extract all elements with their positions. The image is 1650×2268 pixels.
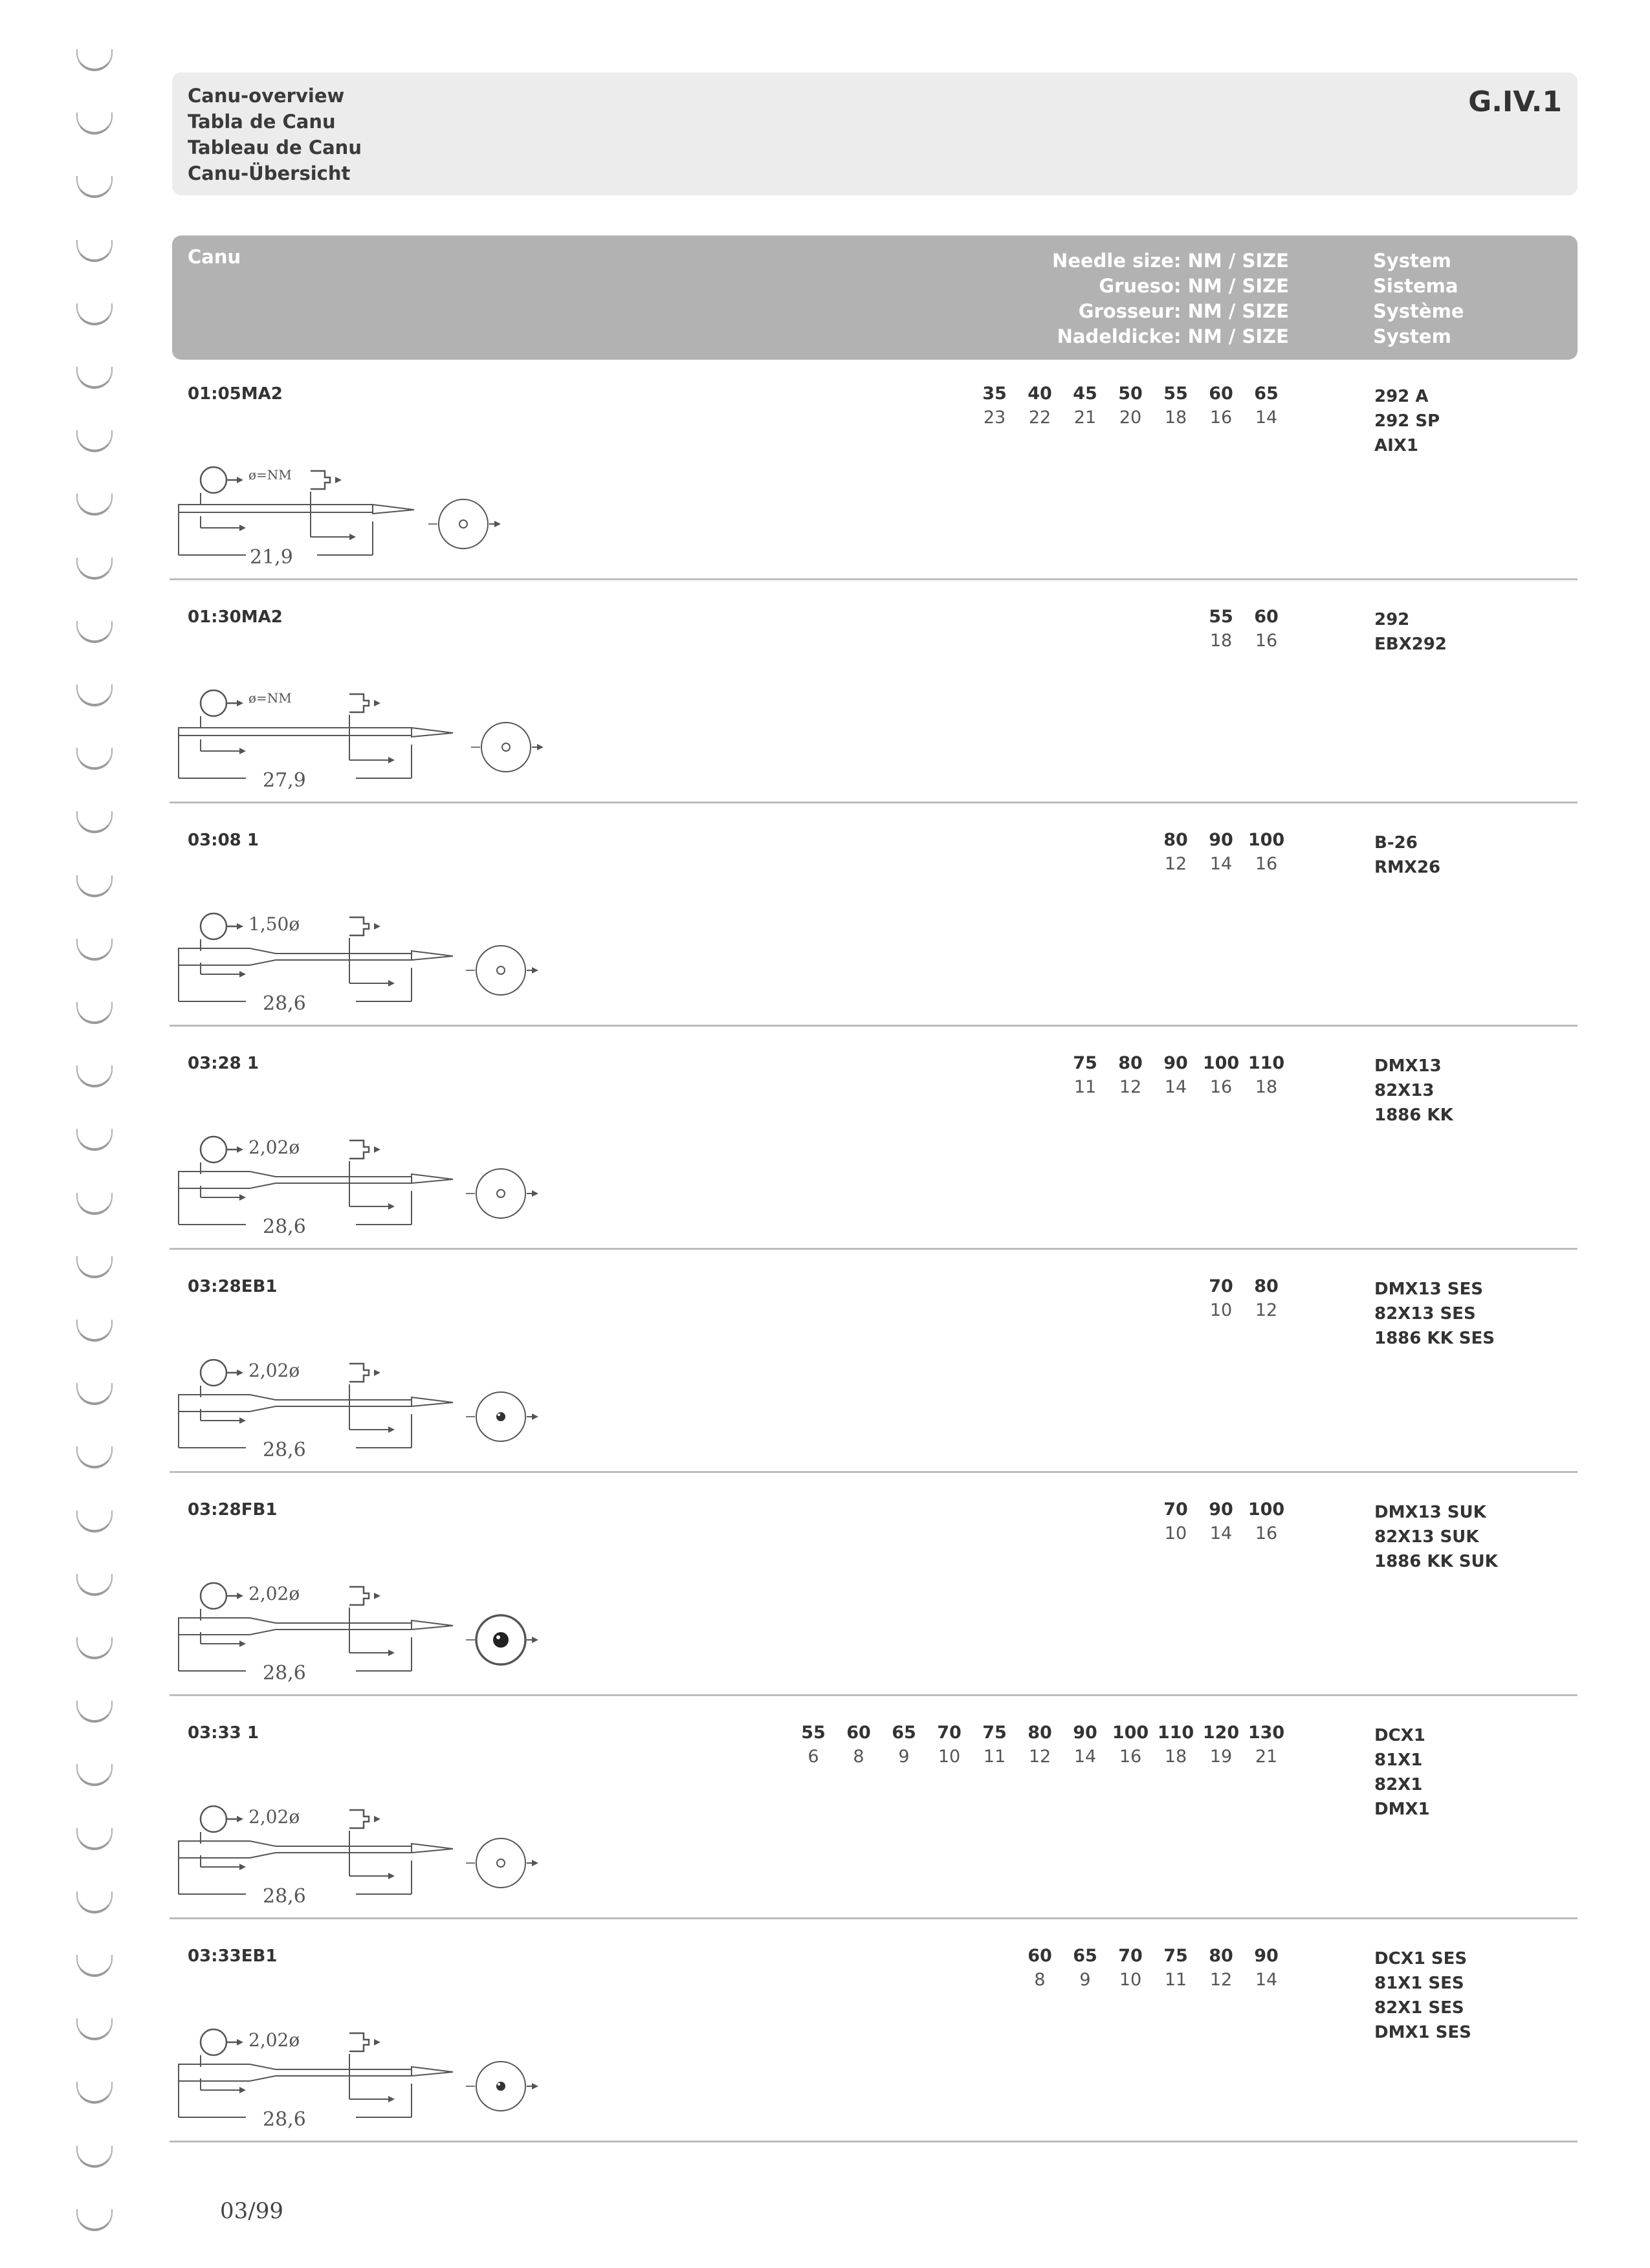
- system-name: B-26: [1374, 833, 1418, 853]
- nm-value: 55: [1163, 384, 1188, 404]
- size-value: 23: [983, 408, 1006, 428]
- nm-value: 65: [1073, 1946, 1097, 1966]
- column-system: [1373, 248, 1464, 349]
- needle-point: [427, 495, 505, 556]
- diameter-label: ø=NM: [248, 467, 292, 483]
- nm-value: 100: [1202, 1053, 1240, 1073]
- row-divider: [170, 1917, 1578, 1919]
- nm-value: 70: [1209, 1276, 1233, 1296]
- size-column: [836, 1721, 881, 1769]
- system-name: 81X1: [1374, 1750, 1423, 1770]
- system-list: [1374, 607, 1447, 657]
- size-value: 14: [1073, 1747, 1097, 1767]
- diameter-label: 2,02ø: [248, 1583, 300, 1604]
- size-value: 6: [808, 1747, 819, 1767]
- system-name: 82X13 SES: [1374, 1304, 1476, 1324]
- canu-entry: [172, 585, 1578, 808]
- binder-ring: [76, 1764, 113, 1786]
- system-name: RMX26: [1374, 858, 1441, 877]
- nm-value: 60: [1254, 607, 1279, 627]
- binder-ring: [76, 240, 113, 262]
- needle-sizes: [1017, 1944, 1289, 1992]
- binder-ring: [76, 1637, 113, 1659]
- size-column: [972, 1721, 1017, 1769]
- size-value: 16: [1255, 854, 1278, 874]
- diameter-label: 2,02ø: [248, 1806, 300, 1827]
- needle-point: [465, 941, 542, 1002]
- size-column: [1244, 1721, 1289, 1769]
- size-value: 10: [938, 1747, 961, 1767]
- size-value: 18: [1209, 631, 1233, 651]
- binder-ring: [76, 430, 113, 452]
- needle-point: [465, 1834, 542, 1895]
- nm-value: 80: [1163, 830, 1188, 850]
- system-name: DCX1 SES: [1374, 1949, 1468, 1968]
- nm-value: 110: [1248, 1053, 1285, 1073]
- needle-sizes: [791, 1721, 1289, 1769]
- nm-value: 100: [1112, 1723, 1149, 1743]
- binder-ring: [76, 1320, 113, 1342]
- system-list: [1374, 831, 1440, 880]
- nm-value: 80: [1254, 1276, 1279, 1296]
- system-name: EBX292: [1374, 635, 1447, 654]
- size-column: [927, 1721, 972, 1769]
- canu-entry: [172, 1255, 1578, 1477]
- system-name: 1886 KK: [1374, 1106, 1453, 1125]
- diameter-label: ø=NM: [248, 690, 292, 706]
- size-column: [1244, 828, 1289, 876]
- row-divider: [170, 801, 1578, 803]
- canu-code: 03:28 1: [188, 1054, 259, 1073]
- system-name: 82X13 SUK: [1374, 1527, 1479, 1547]
- needle-sizes: [1062, 1051, 1289, 1099]
- system-name: DMX13 SUK: [1374, 1503, 1486, 1522]
- size-value: 8: [853, 1747, 864, 1767]
- size-column: [1198, 1274, 1244, 1322]
- nm-value: 90: [1073, 1723, 1097, 1743]
- nm-value: 55: [801, 1723, 826, 1743]
- canu-code: 03:08 1: [188, 831, 259, 850]
- size-value: 18: [1164, 1747, 1187, 1767]
- length-label: 28,6: [263, 1439, 306, 1461]
- nm-value: 90: [1209, 830, 1233, 850]
- system-name: 82X1 SES: [1374, 1998, 1464, 2018]
- column-needle-size: [1052, 248, 1289, 349]
- nm-value: 55: [1209, 607, 1233, 627]
- canu-code: 01:05MA2: [188, 384, 283, 404]
- canu-code: 01:30MA2: [188, 607, 283, 627]
- system-name: 81X1 SES: [1374, 1974, 1464, 1993]
- size-column: [1153, 1944, 1198, 1992]
- needle-point-icon: [470, 718, 547, 776]
- size-value: 14: [1164, 1077, 1187, 1097]
- binder-ring: [76, 1701, 113, 1723]
- size-value: 11: [983, 1747, 1006, 1767]
- size-column: [1198, 1051, 1244, 1099]
- system-name: 292 A: [1374, 387, 1429, 406]
- needle-point-icon: [465, 1164, 542, 1223]
- size-value: 9: [1079, 1970, 1091, 1990]
- canu-entry: [172, 1925, 1578, 2147]
- system-name: DMX1: [1374, 1800, 1430, 1819]
- size-value: 10: [1119, 1970, 1142, 1990]
- size-column: [1062, 1721, 1108, 1769]
- needle-size-en: Needle size: NM / SIZE: [1052, 250, 1289, 272]
- length-label: 21,9: [250, 546, 293, 569]
- binder-ring: [76, 1193, 113, 1215]
- system-list: [1374, 1723, 1430, 1822]
- title-es: Tabla de Canu: [188, 111, 336, 133]
- canu-entry: [172, 1478, 1578, 1701]
- size-value: 12: [1028, 1747, 1051, 1767]
- system-list: [1374, 1946, 1471, 2045]
- nm-value: 120: [1202, 1723, 1240, 1743]
- footer-date: 03/99: [220, 2198, 283, 2224]
- nm-value: 75: [982, 1723, 1007, 1743]
- length-label: 28,6: [263, 1662, 306, 1685]
- needle-sizes: [972, 382, 1289, 430]
- needle-point: [465, 1611, 542, 1672]
- size-column: [1017, 1944, 1062, 1992]
- size-value: 10: [1209, 1300, 1233, 1320]
- system-name: AIX1: [1374, 436, 1418, 455]
- size-column: [1198, 382, 1244, 430]
- diameter-label: 2,02ø: [248, 2029, 300, 2051]
- system-name: 1886 KK SES: [1374, 1329, 1495, 1348]
- size-column: [1108, 382, 1153, 430]
- binder-ring: [76, 113, 113, 135]
- size-value: 12: [1119, 1077, 1142, 1097]
- diameter-label: 1,50ø: [248, 913, 300, 935]
- binder-ring: [76, 1129, 113, 1151]
- length-label: 28,6: [263, 992, 306, 1015]
- nm-value: 100: [1248, 1499, 1285, 1520]
- needle-point: [470, 718, 547, 779]
- row-divider: [170, 1694, 1578, 1696]
- size-column: [1244, 1274, 1289, 1322]
- size-column: [1108, 1721, 1153, 1769]
- size-value: 16: [1209, 408, 1233, 428]
- needle-point-icon: [465, 1834, 542, 1892]
- size-column: [1198, 1721, 1244, 1769]
- binder-ring: [76, 367, 113, 389]
- nm-value: 60: [1209, 384, 1233, 404]
- nm-value: 70: [1118, 1946, 1143, 1966]
- system-name: 82X1: [1374, 1775, 1423, 1794]
- binder-ring: [76, 1574, 113, 1596]
- system-list: [1374, 1054, 1453, 1128]
- binder-ring: [76, 2146, 113, 2168]
- binder-ring: [76, 748, 113, 770]
- size-column: [1017, 1721, 1062, 1769]
- nm-value: 90: [1209, 1499, 1233, 1520]
- system-name: DMX13: [1374, 1056, 1442, 1076]
- size-value: 14: [1209, 1523, 1233, 1543]
- size-value: 14: [1209, 854, 1233, 874]
- size-value: 19: [1209, 1747, 1233, 1767]
- size-value: 16: [1255, 1523, 1278, 1543]
- size-column: [1153, 828, 1198, 876]
- system-name: DMX13 SES: [1374, 1280, 1483, 1299]
- binder-ring: [76, 1446, 113, 1468]
- canu-code: 03:28FB1: [188, 1500, 278, 1520]
- nm-value: 75: [1163, 1946, 1188, 1966]
- size-column: [1244, 605, 1289, 653]
- section-code: G.IV.1: [1468, 85, 1562, 118]
- binder-ring: [76, 1002, 113, 1024]
- needle-point-icon: [465, 1611, 542, 1669]
- system-name: 292: [1374, 610, 1410, 629]
- nm-value: 130: [1248, 1723, 1285, 1743]
- title-en: Canu-overview: [188, 85, 345, 107]
- system-name: 82X13: [1374, 1081, 1435, 1100]
- system-es: Sistema: [1373, 275, 1458, 297]
- needle-size-fr: Grosseur: NM / SIZE: [1078, 300, 1289, 322]
- canu-entry: [172, 362, 1578, 585]
- size-column: [1198, 828, 1244, 876]
- title-fr: Tableau de Canu: [188, 136, 362, 158]
- nm-value: 80: [1118, 1053, 1143, 1073]
- canu-code: 03:33 1: [188, 1723, 259, 1743]
- size-value: 16: [1255, 631, 1278, 651]
- size-value: 20: [1119, 408, 1142, 428]
- size-column: [1062, 1944, 1108, 1992]
- size-value: 12: [1164, 854, 1187, 874]
- binder-ring: [76, 1383, 113, 1405]
- size-column: [881, 1721, 927, 1769]
- nm-value: 80: [1209, 1946, 1233, 1966]
- needle-point-icon: [465, 1388, 542, 1446]
- size-value: 10: [1164, 1523, 1187, 1543]
- size-value: 14: [1255, 408, 1278, 428]
- size-column: [1198, 605, 1244, 653]
- size-value: 14: [1255, 1970, 1278, 1990]
- size-column: [1062, 1051, 1108, 1099]
- nm-value: 60: [846, 1723, 871, 1743]
- table-header: [172, 235, 1578, 360]
- needle-point: [465, 1388, 542, 1448]
- binder-ring: [76, 1892, 113, 1914]
- system-en: System: [1373, 250, 1451, 272]
- binder-ring: [76, 2018, 113, 2040]
- system-de: System: [1373, 325, 1451, 347]
- binder-ring: [76, 939, 113, 961]
- size-column: [1153, 1498, 1198, 1545]
- binder-ring: [76, 2209, 113, 2231]
- binder-ring: [76, 176, 113, 198]
- length-label: 28,6: [263, 1216, 306, 1238]
- nm-value: 90: [1254, 1946, 1279, 1966]
- needle-sizes: [1198, 605, 1289, 653]
- size-value: 16: [1119, 1747, 1142, 1767]
- system-name: DCX1: [1374, 1726, 1425, 1745]
- size-value: 8: [1034, 1970, 1046, 1990]
- binder-ring: [76, 2082, 113, 2104]
- size-column: [1017, 382, 1062, 430]
- size-value: 18: [1255, 1077, 1278, 1097]
- system-list: [1374, 1277, 1495, 1351]
- nm-value: 50: [1118, 384, 1143, 404]
- size-column: [1198, 1498, 1244, 1545]
- system-list: [1374, 384, 1440, 458]
- system-name: DMX1 SES: [1374, 2023, 1471, 2042]
- binder-ring: [76, 494, 113, 516]
- nm-value: 75: [1073, 1053, 1097, 1073]
- system-list: [1374, 1500, 1498, 1574]
- size-value: 22: [1028, 408, 1051, 428]
- page-header: [172, 72, 1578, 195]
- needle-size-es: Grueso: NM / SIZE: [1099, 275, 1289, 297]
- diameter-label: 2,02ø: [248, 1360, 300, 1381]
- size-value: 12: [1209, 1970, 1233, 1990]
- system-name: 1886 KK SUK: [1374, 1552, 1498, 1571]
- header-titles: [188, 83, 362, 186]
- length-label: 28,6: [263, 2108, 306, 2131]
- needle-size-de: Nadeldicke: NM / SIZE: [1057, 325, 1289, 347]
- size-column: [1198, 1944, 1244, 1992]
- needle-sizes: [1198, 1274, 1289, 1322]
- size-column: [791, 1721, 836, 1769]
- length-label: 28,6: [263, 1885, 306, 1908]
- system-fr: Système: [1373, 300, 1464, 322]
- needle-point: [465, 2057, 542, 2118]
- size-column: [1108, 1944, 1153, 1992]
- nm-value: 65: [1254, 384, 1279, 404]
- binder-ring: [76, 1510, 113, 1532]
- size-column: [1244, 1051, 1289, 1099]
- size-value: 16: [1209, 1077, 1233, 1097]
- length-label: 27,9: [263, 769, 306, 792]
- canu-entry: [172, 1701, 1578, 1924]
- canu-entry: [172, 1032, 1578, 1254]
- size-column: [1153, 1721, 1198, 1769]
- nm-value: 80: [1028, 1723, 1052, 1743]
- binder-ring: [76, 811, 113, 833]
- binder-ring: [76, 684, 113, 706]
- size-value: 18: [1164, 408, 1187, 428]
- size-column: [1062, 382, 1108, 430]
- nm-value: 35: [982, 384, 1007, 404]
- size-column: [1108, 1051, 1153, 1099]
- needle-point-icon: [465, 2057, 542, 2115]
- binder-ring: [76, 558, 113, 580]
- row-divider: [170, 1025, 1578, 1027]
- canu-code: 03:28EB1: [188, 1277, 278, 1296]
- row-divider: [170, 1248, 1578, 1250]
- needle-point: [465, 1164, 542, 1225]
- binder-ring: [76, 303, 113, 325]
- row-divider: [170, 578, 1578, 580]
- nm-value: 100: [1248, 830, 1285, 850]
- binder-ring: [76, 1065, 113, 1087]
- needle-sizes: [1153, 828, 1289, 876]
- system-name: 292 SP: [1374, 411, 1440, 431]
- needle-point-icon: [465, 941, 542, 999]
- size-value: 9: [898, 1747, 910, 1767]
- binder-ring: [76, 1828, 113, 1850]
- size-column: [1244, 1944, 1289, 1992]
- size-column: [1153, 382, 1198, 430]
- size-column: [1244, 1498, 1289, 1545]
- binder-ring: [76, 49, 113, 71]
- canu-entry: [172, 809, 1578, 1031]
- row-divider: [170, 2141, 1578, 2143]
- needle-sizes: [1153, 1498, 1289, 1545]
- size-value: 21: [1073, 408, 1097, 428]
- size-value: 21: [1255, 1747, 1278, 1767]
- canu-code: 03:33EB1: [188, 1946, 278, 1966]
- column-canu: Canu: [188, 246, 241, 268]
- size-value: 12: [1255, 1300, 1278, 1320]
- size-column: [1153, 1051, 1198, 1099]
- nm-value: 110: [1157, 1723, 1194, 1743]
- nm-value: 45: [1073, 384, 1097, 404]
- needle-point-icon: [427, 495, 505, 553]
- diameter-label: 2,02ø: [248, 1137, 300, 1158]
- size-value: 11: [1164, 1970, 1187, 1990]
- title-de: Canu-Übersicht: [188, 162, 351, 184]
- binder-ring: [76, 621, 113, 643]
- nm-value: 40: [1028, 384, 1052, 404]
- nm-value: 90: [1163, 1053, 1188, 1073]
- binder-ring: [76, 875, 113, 897]
- nm-value: 65: [892, 1723, 916, 1743]
- row-divider: [170, 1471, 1578, 1473]
- nm-value: 70: [1163, 1499, 1188, 1520]
- nm-value: 70: [937, 1723, 962, 1743]
- size-value: 11: [1073, 1077, 1097, 1097]
- binder-ring: [76, 1955, 113, 1977]
- size-column: [972, 382, 1017, 430]
- binder-ring: [76, 1256, 113, 1278]
- nm-value: 60: [1028, 1946, 1052, 1966]
- size-column: [1244, 382, 1289, 430]
